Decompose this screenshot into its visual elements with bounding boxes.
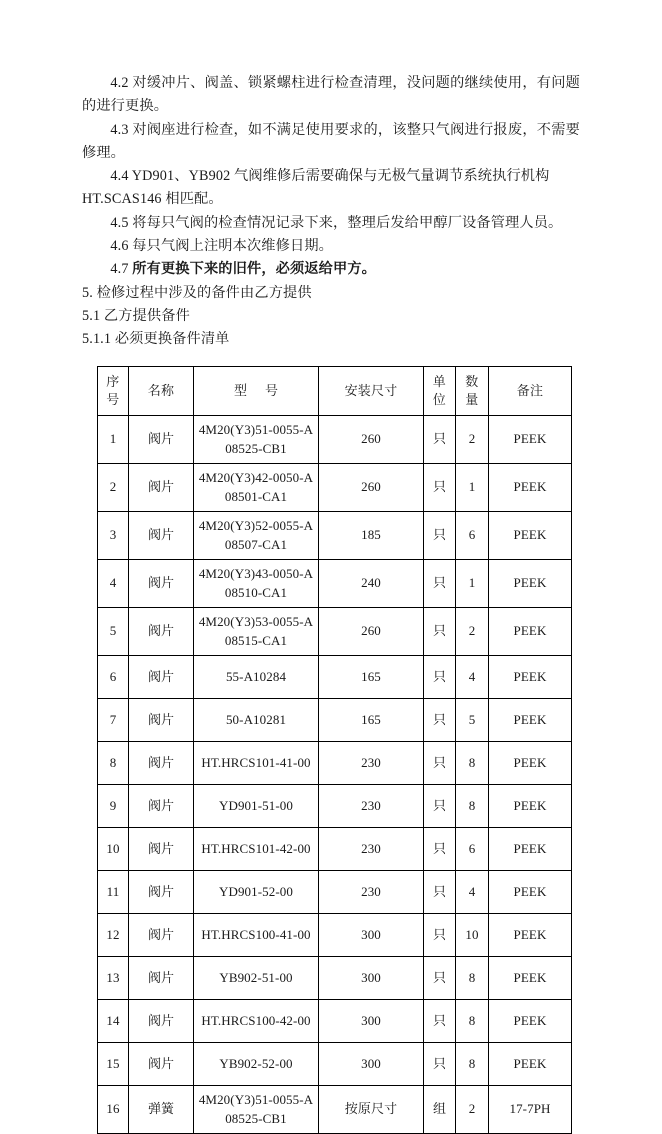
paragraph-4-4-continuation: HT.SCAS146 相匹配。 [82,191,223,208]
cell-size [319,559,424,607]
cell-unit [424,463,456,511]
cell-seq [98,741,129,784]
cell-name [129,698,194,741]
cell-remark [489,956,572,999]
cell-qty-text: 2 [468,431,476,447]
cell-remark [489,698,572,741]
cell-size [319,655,424,698]
cell-remark [489,827,572,870]
cell-model-line1: 4M20(Y3)42-0050-A [198,469,314,485]
column-header-seq-label: 序 号 [106,374,120,407]
cell-seq-text: 12 [106,926,120,942]
cell-unit [424,511,456,559]
column-header-model-label-left: 型 [233,382,247,398]
column-header-qty-label: 数 量 [465,374,479,407]
cell-remark [489,1085,572,1133]
table-row [98,870,572,913]
cell-size [319,607,424,655]
column-header-remark-label: 备注 [516,382,544,398]
cell-unit-text: 只 [432,711,446,727]
table-row [98,956,572,999]
cell-model [194,607,319,655]
cell-seq-text: 4 [109,575,117,591]
section-5-1: 5.1 乙方提供备件 [82,307,190,324]
cell-size-text: 165 [361,668,381,684]
table-row [98,827,572,870]
cell-seq [98,913,129,956]
cell-seq [98,784,129,827]
cell-seq-text: 8 [109,754,117,770]
cell-name-text: 阀片 [147,840,174,856]
paragraph-4-5: 4.5 将每只气阀的检查情况记录下来，整理后发给甲醇厂设备管理人员。 [110,214,563,231]
cell-remark-text: PEEK [513,1012,547,1028]
cell-model-line1: YD901-51-00 [218,797,294,813]
table-row [98,559,572,607]
cell-remark-text: 17-7PH [509,1101,551,1117]
cell-unit-text: 只 [432,883,446,899]
table-row [98,784,572,827]
cell-qty [456,698,489,741]
cell-model [194,698,319,741]
cell-seq-text: 16 [106,1101,120,1117]
cell-seq-text: 14 [106,1012,120,1028]
cell-seq-text: 7 [109,711,117,727]
cell-unit [424,999,456,1042]
cell-remark [489,741,572,784]
cell-seq [98,956,129,999]
cell-model [194,999,319,1042]
table-row [98,655,572,698]
cell-size-text: 230 [361,840,381,856]
cell-remark-text: PEEK [513,840,547,856]
cell-name [129,870,194,913]
cell-unit-text: 只 [432,754,446,770]
table-row [98,1085,572,1133]
cell-size-text: 165 [361,711,381,727]
cell-model-line1: 55-A10284 [225,668,287,684]
cell-name-text: 阀片 [147,1012,174,1028]
table-row [98,1042,572,1085]
cell-seq [98,1085,129,1133]
cell-unit [424,415,456,463]
cell-unit-text: 只 [432,840,446,856]
cell-name-text: 阀片 [147,969,174,985]
cell-size [319,511,424,559]
cell-qty-text: 4 [468,668,476,684]
cell-model-line1: YB902-51-00 [219,969,293,985]
cell-qty [456,827,489,870]
cell-name [129,827,194,870]
cell-size-text: 230 [361,883,381,899]
section-5: 5. 检修过程中涉及的备件由乙方提供 [82,284,312,301]
cell-remark [489,511,572,559]
cell-qty-text: 4 [468,883,476,899]
cell-model-line1: HT.HRCS100-42-00 [201,1012,311,1028]
cell-unit-text: 只 [432,527,446,543]
cell-name [129,607,194,655]
cell-seq-text: 5 [109,623,117,639]
table-row [98,913,572,956]
cell-name-text: 阀片 [147,431,174,447]
cell-qty [456,463,489,511]
cell-size [319,827,424,870]
cell-remark [489,607,572,655]
table-row [98,415,572,463]
cell-seq-text: 9 [109,797,117,813]
cell-size-text: 260 [361,623,381,639]
cell-remark-text: PEEK [513,711,547,727]
cell-size-text: 185 [361,527,381,543]
cell-model-line2: 08501-CA1 [224,489,288,505]
cell-size [319,870,424,913]
cell-qty [456,1085,489,1133]
cell-remark-text: PEEK [513,797,547,813]
cell-unit-text: 只 [432,431,446,447]
cell-model-line1: 4M20(Y3)53-0055-A [198,613,314,629]
cell-name-text: 阀片 [147,711,174,727]
cell-name [129,559,194,607]
cell-model-line1: HT.HRCS100-41-00 [201,926,311,942]
cell-name [129,1042,194,1085]
column-header-model [194,366,319,415]
column-header-seq [98,366,129,415]
cell-name [129,999,194,1042]
cell-qty-text: 5 [468,711,476,727]
cell-size-text: 230 [361,797,381,813]
cell-model-line2: 08525-CB1 [225,1111,287,1127]
cell-unit-text: 只 [432,1012,446,1028]
cell-unit-text: 只 [432,969,446,985]
cell-model [194,655,319,698]
cell-model [194,827,319,870]
cell-remark-text: PEEK [513,527,547,543]
cell-qty-text: 1 [468,575,476,591]
cell-size [319,463,424,511]
cell-model-line1: 4M20(Y3)51-0055-A [198,1091,314,1107]
cell-unit-text: 只 [432,668,446,684]
cell-seq-text: 11 [106,883,120,899]
cell-seq [98,607,129,655]
table-row [98,999,572,1042]
cell-qty-text: 1 [468,479,476,495]
table-row [98,607,572,655]
cell-seq [98,1042,129,1085]
cell-model [194,741,319,784]
cell-size [319,1042,424,1085]
cell-remark-text: PEEK [513,431,547,447]
cell-size-text: 300 [361,1055,381,1071]
cell-unit [424,607,456,655]
cell-model-line2: 08507-CA1 [224,537,288,553]
cell-name [129,784,194,827]
paragraph-4-2: 4.2 对缓冲片、阀盖、锁紧螺柱进行检查清理，没问题的继续使用，有问题的进行更换。 [82,75,580,115]
cell-seq-text: 6 [109,668,117,684]
cell-model-line1: YD901-52-00 [218,883,294,899]
cell-remark [489,913,572,956]
cell-model-line1: 4M20(Y3)52-0055-A [198,517,314,533]
cell-model [194,511,319,559]
table-row [98,698,572,741]
cell-name-text: 阀片 [147,623,174,639]
cell-name-text: 弹簧 [147,1101,174,1117]
cell-model-line1: 4M20(Y3)51-0055-A [198,421,314,437]
cell-remark [489,784,572,827]
table-row [98,741,572,784]
table-row [98,463,572,511]
cell-name [129,741,194,784]
cell-remark-text: PEEK [513,754,547,770]
cell-qty [456,784,489,827]
cell-model [194,1085,319,1133]
parts-list-table-wrapper [82,366,580,1134]
cell-qty [456,655,489,698]
cell-remark-text: PEEK [513,1055,547,1071]
cell-remark-text: PEEK [513,969,547,985]
parts-list-table [97,366,572,1134]
cell-name [129,956,194,999]
paragraph-4-7-prefix: 4.7 [110,261,133,278]
cell-unit [424,956,456,999]
cell-size-text: 按原尺寸 [344,1101,398,1117]
cell-qty-text: 8 [468,1055,476,1071]
cell-unit [424,1085,456,1133]
cell-model [194,463,319,511]
cell-unit [424,784,456,827]
cell-name [129,415,194,463]
cell-seq [98,655,129,698]
cell-seq-text: 2 [109,479,117,495]
cell-unit-text: 只 [432,623,446,639]
cell-qty-text: 10 [465,926,479,942]
cell-model-line1: HT.HRCS101-42-00 [201,840,311,856]
column-header-unit [424,366,456,415]
cell-unit [424,1042,456,1085]
cell-seq [98,415,129,463]
cell-size-text: 300 [361,1012,381,1028]
cell-size [319,741,424,784]
cell-name-text: 阀片 [147,1055,174,1071]
cell-unit-text: 只 [432,479,446,495]
column-header-size-label: 安装尺寸 [344,382,398,398]
table-row [98,511,572,559]
cell-name [129,655,194,698]
cell-qty-text: 6 [468,840,476,856]
column-header-unit-label: 单 位 [432,374,447,407]
cell-seq [98,827,129,870]
cell-seq [98,698,129,741]
cell-qty [456,741,489,784]
paragraph-4-7-bold-text: 所有更换下来的旧件，必须返给甲方。 [132,261,377,278]
cell-remark-text: PEEK [513,668,547,684]
column-header-model-label-right: 号 [265,382,279,398]
cell-unit [424,655,456,698]
cell-model [194,1042,319,1085]
table-header-row [98,366,572,415]
cell-qty [456,870,489,913]
cell-size [319,415,424,463]
cell-model [194,956,319,999]
cell-qty [456,511,489,559]
cell-remark [489,463,572,511]
cell-unit-text: 只 [432,1055,446,1071]
paragraph-4-7 [82,258,580,281]
cell-seq-text: 1 [109,431,117,447]
cell-name [129,1085,194,1133]
cell-qty-text: 2 [468,1101,476,1117]
cell-size-text: 230 [361,754,381,770]
cell-model [194,784,319,827]
cell-name [129,511,194,559]
cell-size-text: 300 [361,969,381,985]
cell-remark [489,559,572,607]
cell-qty [456,1042,489,1085]
cell-size [319,999,424,1042]
cell-size-text: 260 [361,479,381,495]
cell-size [319,698,424,741]
parts-list-table-body [98,415,572,1133]
cell-seq [98,511,129,559]
cell-model [194,870,319,913]
cell-unit [424,741,456,784]
body-text-block [82,72,580,352]
cell-qty-text: 8 [468,754,476,770]
column-header-name-label: 名称 [147,382,175,398]
cell-name-text: 阀片 [147,527,174,543]
section-5-1-1: 5.1.1 必须更换备件清单 [82,331,230,348]
cell-unit [424,870,456,913]
cell-seq [98,463,129,511]
paragraph-4-3: 4.3 对阀座进行检查，如不满足使用要求的，该整只气阀进行报废，不需要修理。 [82,121,580,161]
cell-name-text: 阀片 [147,797,174,813]
cell-seq-text: 10 [106,840,120,856]
cell-model-line2: 08525-CB1 [225,441,287,457]
cell-unit [424,827,456,870]
cell-size [319,913,424,956]
cell-qty-text: 8 [468,969,476,985]
cell-name [129,463,194,511]
cell-qty [456,999,489,1042]
cell-qty-text: 8 [468,1012,476,1028]
cell-name-text: 阀片 [147,479,174,495]
cell-name-text: 阀片 [147,575,174,591]
cell-size [319,784,424,827]
cell-seq-text: 3 [109,527,117,543]
cell-model-line1: 4M20(Y3)43-0050-A [198,565,314,581]
cell-qty [456,607,489,655]
cell-unit [424,559,456,607]
cell-model [194,559,319,607]
cell-model-line1: 50-A10281 [225,711,287,727]
cell-seq [98,999,129,1042]
paragraph-4-6: 4.6 每只气阀上注明本次维修日期。 [110,238,333,255]
cell-seq-text: 15 [106,1055,120,1071]
cell-qty [456,956,489,999]
cell-qty-text: 2 [468,623,476,639]
cell-remark-text: PEEK [513,926,547,942]
cell-remark [489,415,572,463]
cell-name-text: 阀片 [147,754,174,770]
cell-remark [489,1042,572,1085]
cell-remark [489,999,572,1042]
column-header-name [129,366,194,415]
cell-seq [98,559,129,607]
column-header-qty [456,366,489,415]
column-header-remark [489,366,572,415]
paragraph-4-4: 4.4 YD901、YB902 气阀维修后需要确保与无极气量调节系统执行机构 [110,168,550,185]
cell-model-line1: YB902-52-00 [219,1055,293,1071]
cell-seq [98,870,129,913]
cell-remark [489,870,572,913]
cell-name-text: 阀片 [147,883,174,899]
cell-model-line1: HT.HRCS101-41-00 [201,754,311,770]
cell-model [194,415,319,463]
cell-size-text: 260 [361,431,381,447]
cell-name-text: 阀片 [147,926,174,942]
cell-remark [489,655,572,698]
cell-remark-text: PEEK [513,479,547,495]
cell-unit-text: 只 [432,926,446,942]
cell-unit-text: 组 [432,1101,446,1117]
cell-model-line2: 08515-CA1 [224,633,288,649]
cell-qty-text: 6 [468,527,476,543]
cell-model [194,913,319,956]
cell-remark-text: PEEK [513,623,547,639]
cell-qty [456,913,489,956]
cell-model-line2: 08510-CA1 [224,585,288,601]
cell-qty [456,415,489,463]
cell-unit-text: 只 [432,575,446,591]
cell-size [319,1085,424,1133]
cell-remark-text: PEEK [513,883,547,899]
cell-qty [456,559,489,607]
cell-name-text: 阀片 [147,668,174,684]
column-header-size [319,366,424,415]
cell-size [319,956,424,999]
cell-seq-text: 13 [106,969,120,985]
cell-unit-text: 只 [432,797,446,813]
cell-unit [424,698,456,741]
cell-qty-text: 8 [468,797,476,813]
cell-size-text: 240 [361,575,381,591]
cell-remark-text: PEEK [513,575,547,591]
cell-name [129,913,194,956]
cell-unit [424,913,456,956]
cell-size-text: 300 [361,926,381,942]
